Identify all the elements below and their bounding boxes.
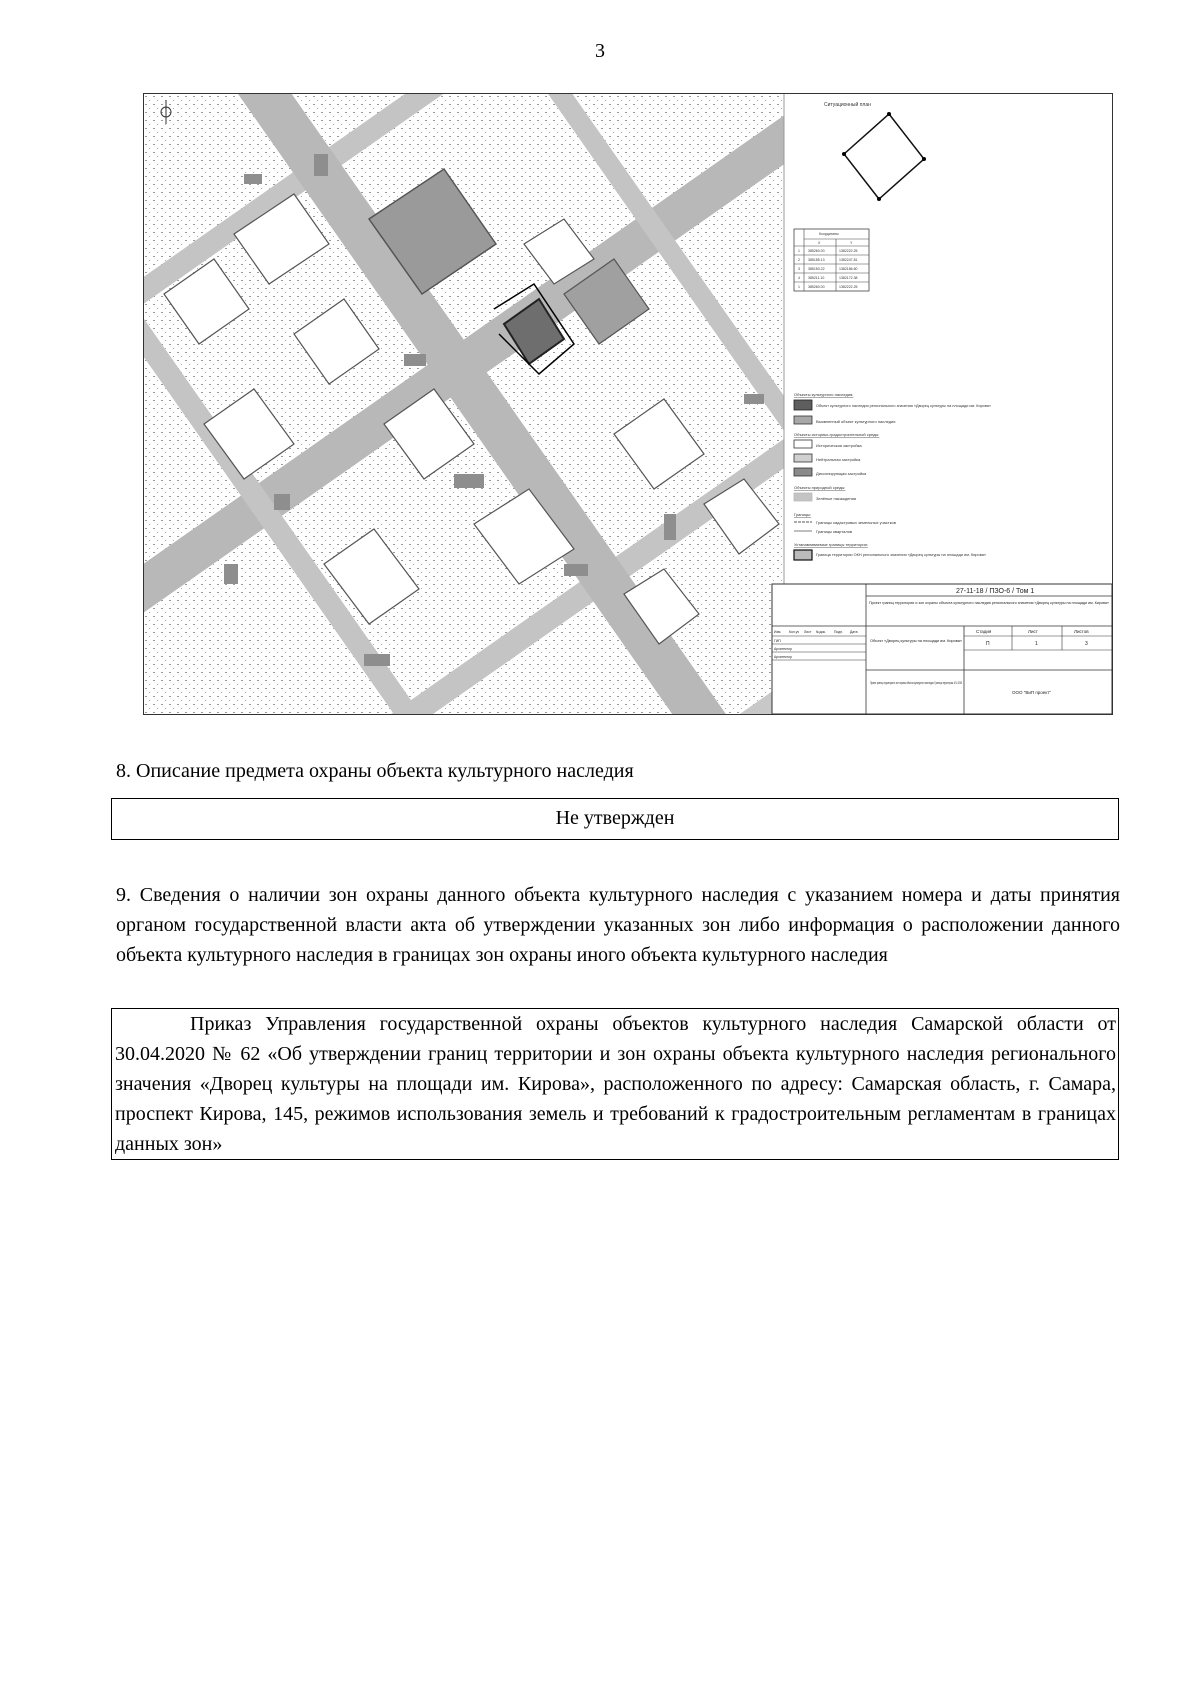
legend-item4: Нейтральная застройка [816,457,861,462]
coords-cell: 385260.00 [808,249,825,253]
title-block [772,584,1112,714]
situation-plan [824,101,926,201]
legend-group1-title: Объекты культурного наследия: [794,392,854,397]
stamp-stage: П [986,641,990,647]
coords-cell: 3 [798,267,800,271]
coords-cell: 1382247.81 [839,258,858,262]
site-plan-map [143,93,1113,715]
stamp-row-label: Кол.уч [789,630,800,634]
legend-item1: Объект культурного наследия регионального значения «Дворец культуры на площади им. Кирова» [816,403,992,408]
section8-value-box [111,798,1119,840]
coords-cell: 1382222.25 [839,249,858,253]
coords-cell: 1382172.38 [839,276,858,280]
legend-item5: Диссонирующая застройка [816,471,867,476]
stamp-sheet-label: Лист [1028,629,1038,634]
coords-cell: 385260.00 [808,285,825,289]
stamp-row-label: Подп. [834,630,844,634]
legend-item2: Выявленный объект культурного наследия [816,419,896,424]
situation-title: Ситуационный план [824,102,871,108]
coords-cell: 385185.13 [808,258,825,262]
stamp-row-label: Изм. [774,630,782,634]
stamp-row-label: №док. [816,630,826,634]
coords-cell: 385211.10 [808,276,825,280]
legend-item8: Границы кварталов [816,529,853,534]
coords-cell: 1 [798,285,800,289]
map-drawing [144,94,1113,715]
legend-group2-title: Объекты историко-градостроительной среды: [794,432,880,437]
legend-group4-title: Границы: [794,512,812,517]
stamp-person: Архитектор [774,655,792,659]
map-legend [794,392,992,560]
stamp-row-label: Лист [804,630,812,634]
stamp-row-label: Дата [850,630,858,634]
stamp-company: ООО "ВиП проект" [1012,690,1051,695]
stamp-sheets-label: Листов [1074,629,1089,634]
stamp-object: Объект «Дворец культуры на площади им. Кирова» [870,639,962,643]
coords-cell: 4 [798,276,800,280]
legend-group3-title: Объекты природной среды: [794,485,846,490]
legend-item3: Историческая застройка [816,443,862,448]
stamp-project: Проект границ территории и зон охраны объекта культурного наследия регионального значения «Дворец культуры на площади им. Кирова» [869,601,1109,605]
legend-item6: Зелёные насаждения [816,496,856,501]
section8-value: Не утвержден [555,807,675,829]
coords-cell: 1 [798,249,800,253]
stamp-person: ГИП [774,639,781,643]
coords-col-y: Y [850,241,853,245]
legend-group5-title: Устанавливаемые границы территории: [794,542,868,547]
coordinates-table [794,229,869,291]
coords-cell: 1382186.60 [839,267,858,271]
coords-cell: 1382222.25 [839,285,858,289]
legend-item9: Граница территории ОКН регионального значения «Дворец культуры на площади им. Кирова» [816,552,987,557]
page-number: 3 [595,40,605,62]
stamp-sheets: 3 [1085,641,1088,647]
stamp-code: 27-11-18 / ПЗО-6 / Том 1 [956,588,1035,595]
coords-cell: 385150.22 [808,267,825,271]
section9-heading: 9. Сведения о наличии зон охраны данного объекта культурного наследия с указанием номера и даты принятия органом государственной власти акта об утверждении указанных зон либо информация о расположении данного объекта культурного наследия в границах зон охраны иного объекта культурного наследия [116,884,1120,966]
section9-value-box [111,1008,1119,1160]
stamp-sheet-title: Проект границ территории и зон охраны объекта культурного наследия. Границы территории. М 1:2000 [870,681,962,685]
coords-col-x: X [818,241,821,245]
section8-heading: 8. Описание предмета охраны объекта культурного наследия [116,760,634,782]
coords-header: Координаты [819,232,839,236]
stamp-stage-label: Стадия [976,629,992,634]
legend-item7: Границы кадастровых земельных участков [816,520,896,525]
section9-value: Приказ Управления государственной охраны объектов культурного наследия Самарской области от 30.04.2020 № 62 «Об утверждении границ территории и зон охраны объекта культурного наследия регионального значения «Дворец культуры на площади им. Кирова», расположенного по адресу: Самарская область, г. Самара, проспект Кирова, 145, режимов использования земель и требований к градостроительным регламентам в границах данных зон» [115,1013,1116,1155]
stamp-sheet: 1 [1035,641,1038,647]
coords-cell: 2 [798,258,800,262]
stamp-person: Архитектор [774,647,792,651]
